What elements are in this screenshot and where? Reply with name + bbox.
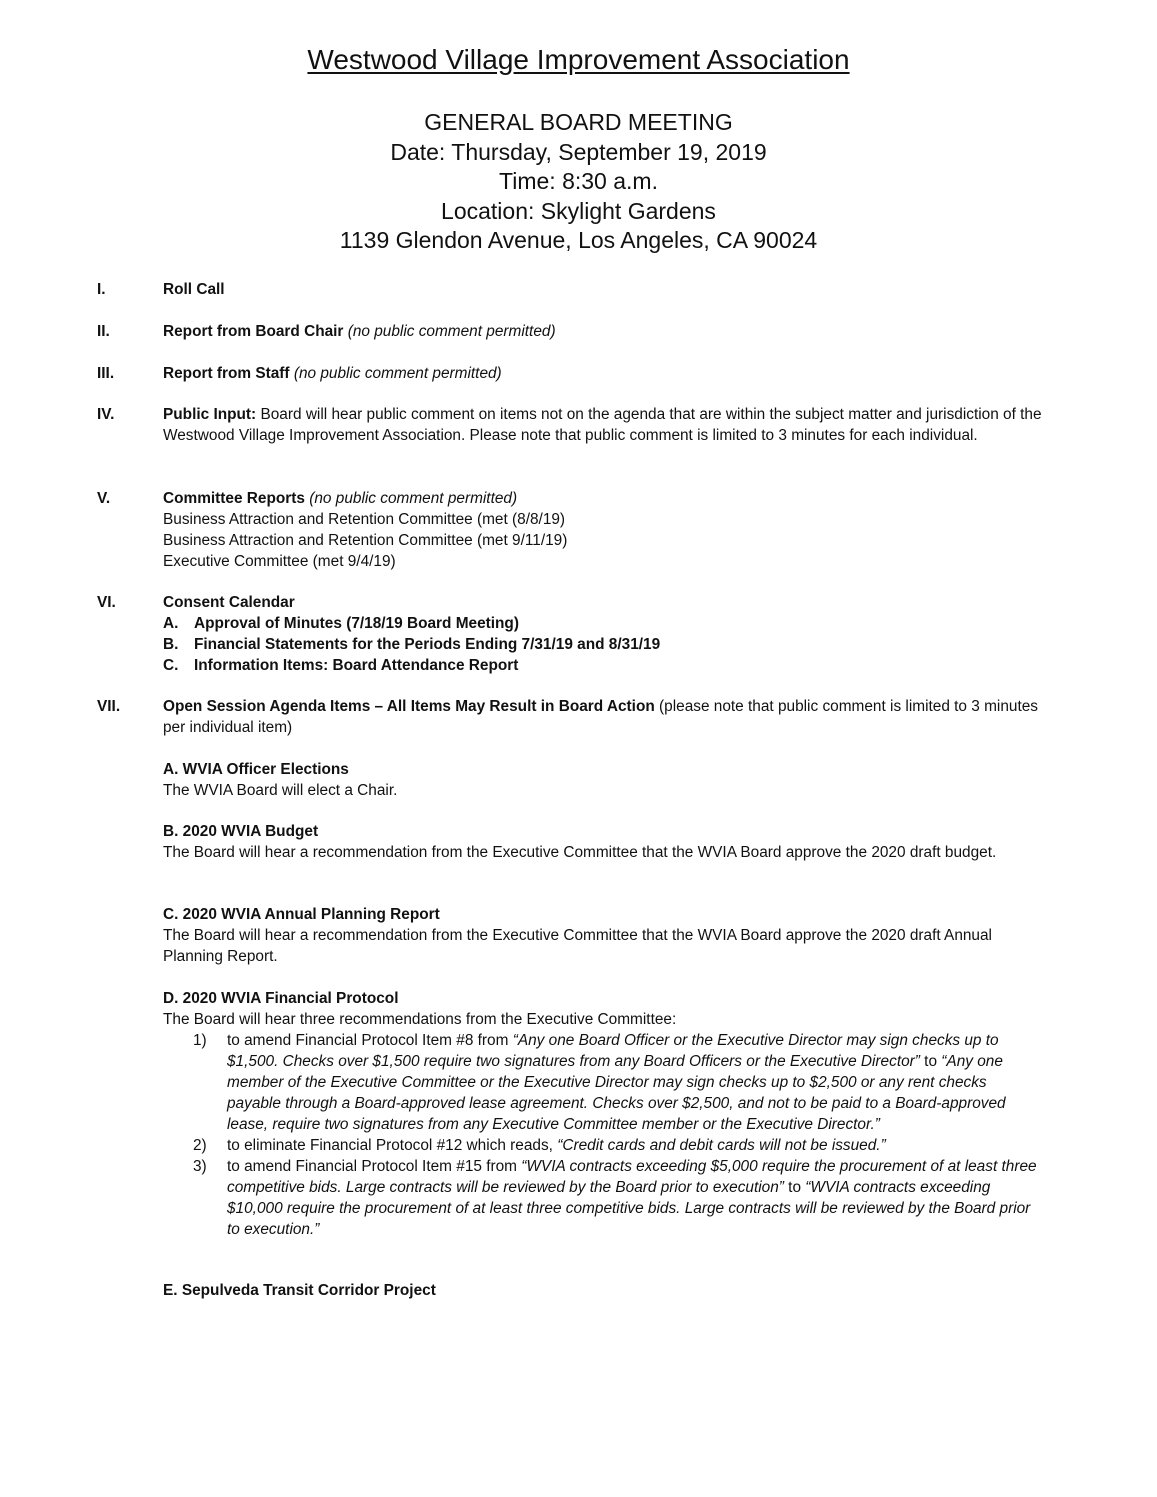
section-sepulveda-transit: [163, 1280, 1043, 1301]
item-number: II.: [97, 323, 110, 340]
meeting-date: Date: Thursday, September 19, 2019: [390, 138, 767, 165]
recommendation-item: 3) to amend Financial Protocol Item #15 from “WVIA contracts exceeding $5,000 require the procurement of at least three competitive bids. Large contracts will be reviewed by the Board prior to execution” to “WVIA contracts exceeding $10,000 require the procurement of at least three competitive bids. Large contracts will be reviewed by the Board prior to execution.”: [193, 1158, 1037, 1238]
section-budget: [163, 821, 1043, 863]
committee-line: Business Attraction and Retention Committee (met 9/11/19): [163, 532, 568, 549]
section-text: The Board will hear a recommendation from the Executive Committee that the WVIA Board approve the 2020 draft Annual Planning Report.: [163, 927, 992, 965]
meeting-location: Location: Skylight Gardens: [441, 197, 716, 224]
section-heading: E. Sepulveda Transit Corridor Project: [163, 1282, 436, 1299]
committee-line: Business Attraction and Retention Committee (met (8/8/19): [163, 511, 566, 528]
item-title: Committee Reports: [163, 490, 305, 507]
item-title: Open Session Agenda Items – All Items May Result in Board Action: [163, 698, 655, 715]
item-number: I.: [97, 281, 106, 298]
item-note: (no public comment permitted): [309, 490, 518, 507]
item-title: Roll Call: [163, 281, 225, 298]
item-note: (no public comment permitted): [347, 323, 556, 340]
item-title: Consent Calendar: [163, 594, 295, 611]
item-text: Board will hear public comment on items not on the agenda that are within the subject matter and jurisdiction of the Westwood Village Improvement Association. Please note that public comment is limited to 3 minutes for each individual.: [163, 406, 1042, 444]
consent-sub-item: C. Information Items: Board Attendance Report: [163, 657, 519, 674]
section-text: The WVIA Board will elect a Chair.: [163, 782, 398, 799]
section-heading: A. WVIA Officer Elections: [163, 761, 349, 778]
item-title: Report from Staff: [163, 365, 290, 382]
section-heading: C. 2020 WVIA Annual Planning Report: [163, 906, 440, 923]
meeting-type: GENERAL BOARD MEETING: [424, 109, 733, 135]
protocol-recommendations: [193, 1030, 1043, 1240]
committee-line: Executive Committee (met 9/4/19): [163, 553, 396, 570]
section-text: The Board will hear a recommendation from the Executive Committee that the WVIA Board approve the 2020 draft budget.: [163, 844, 997, 861]
consent-sub-item: B. Financial Statements for the Periods Ending 7/31/19 and 8/31/19: [163, 636, 661, 653]
section-officer-elections: [163, 759, 1043, 801]
meeting-header: [0, 108, 1157, 256]
recommendation-item: 2) to eliminate Financial Protocol #12 which reads, “Credit cards and debit cards will not be issued.”: [193, 1137, 886, 1154]
section-annual-planning: [163, 904, 1043, 967]
item-note: (please note that public comment is limited to 3 minutes per individual item): [163, 698, 1038, 736]
item-number: IV.: [97, 406, 115, 423]
section-text: The Board will hear three recommendations from the Executive Committee:: [163, 1011, 677, 1028]
item-number: V.: [97, 490, 111, 507]
section-heading: D. 2020 WVIA Financial Protocol: [163, 990, 399, 1007]
org-title: Westwood Village Improvement Association: [307, 44, 850, 75]
item-number: VI.: [97, 594, 116, 611]
consent-sub-item: A. Approval of Minutes (7/18/19 Board Meeting): [163, 615, 519, 632]
item-title: Report from Board Chair: [163, 323, 344, 340]
item-note: (no public comment permitted): [293, 365, 502, 382]
meeting-address: 1139 Glendon Avenue, Los Angeles, CA 90024: [339, 227, 818, 253]
item-number: VII.: [97, 698, 121, 715]
item-number: III.: [97, 365, 115, 382]
recommendation-item: 1) to amend Financial Protocol Item #8 from “Any one Board Officer or the Executive Director may sign checks up to $1,500. Checks over $1,500 require two signatures from any Board Officers or the Executive Director” to “Any one member of the Executive Committee or the Executive Director may sign checks up to $2,500 or any rent checks payable through a Board-approved lease agreement. Checks over $2,500, and not to be paid to a Board-approved lease, require two signatures from any Executive Committee member or the Executive Director.”: [193, 1032, 1006, 1133]
item-title: Public Input:: [163, 406, 257, 423]
meeting-time: Time: 8:30 a.m.: [499, 168, 658, 194]
section-heading: B. 2020 WVIA Budget: [163, 823, 319, 840]
section-financial-protocol: [163, 988, 1043, 1030]
